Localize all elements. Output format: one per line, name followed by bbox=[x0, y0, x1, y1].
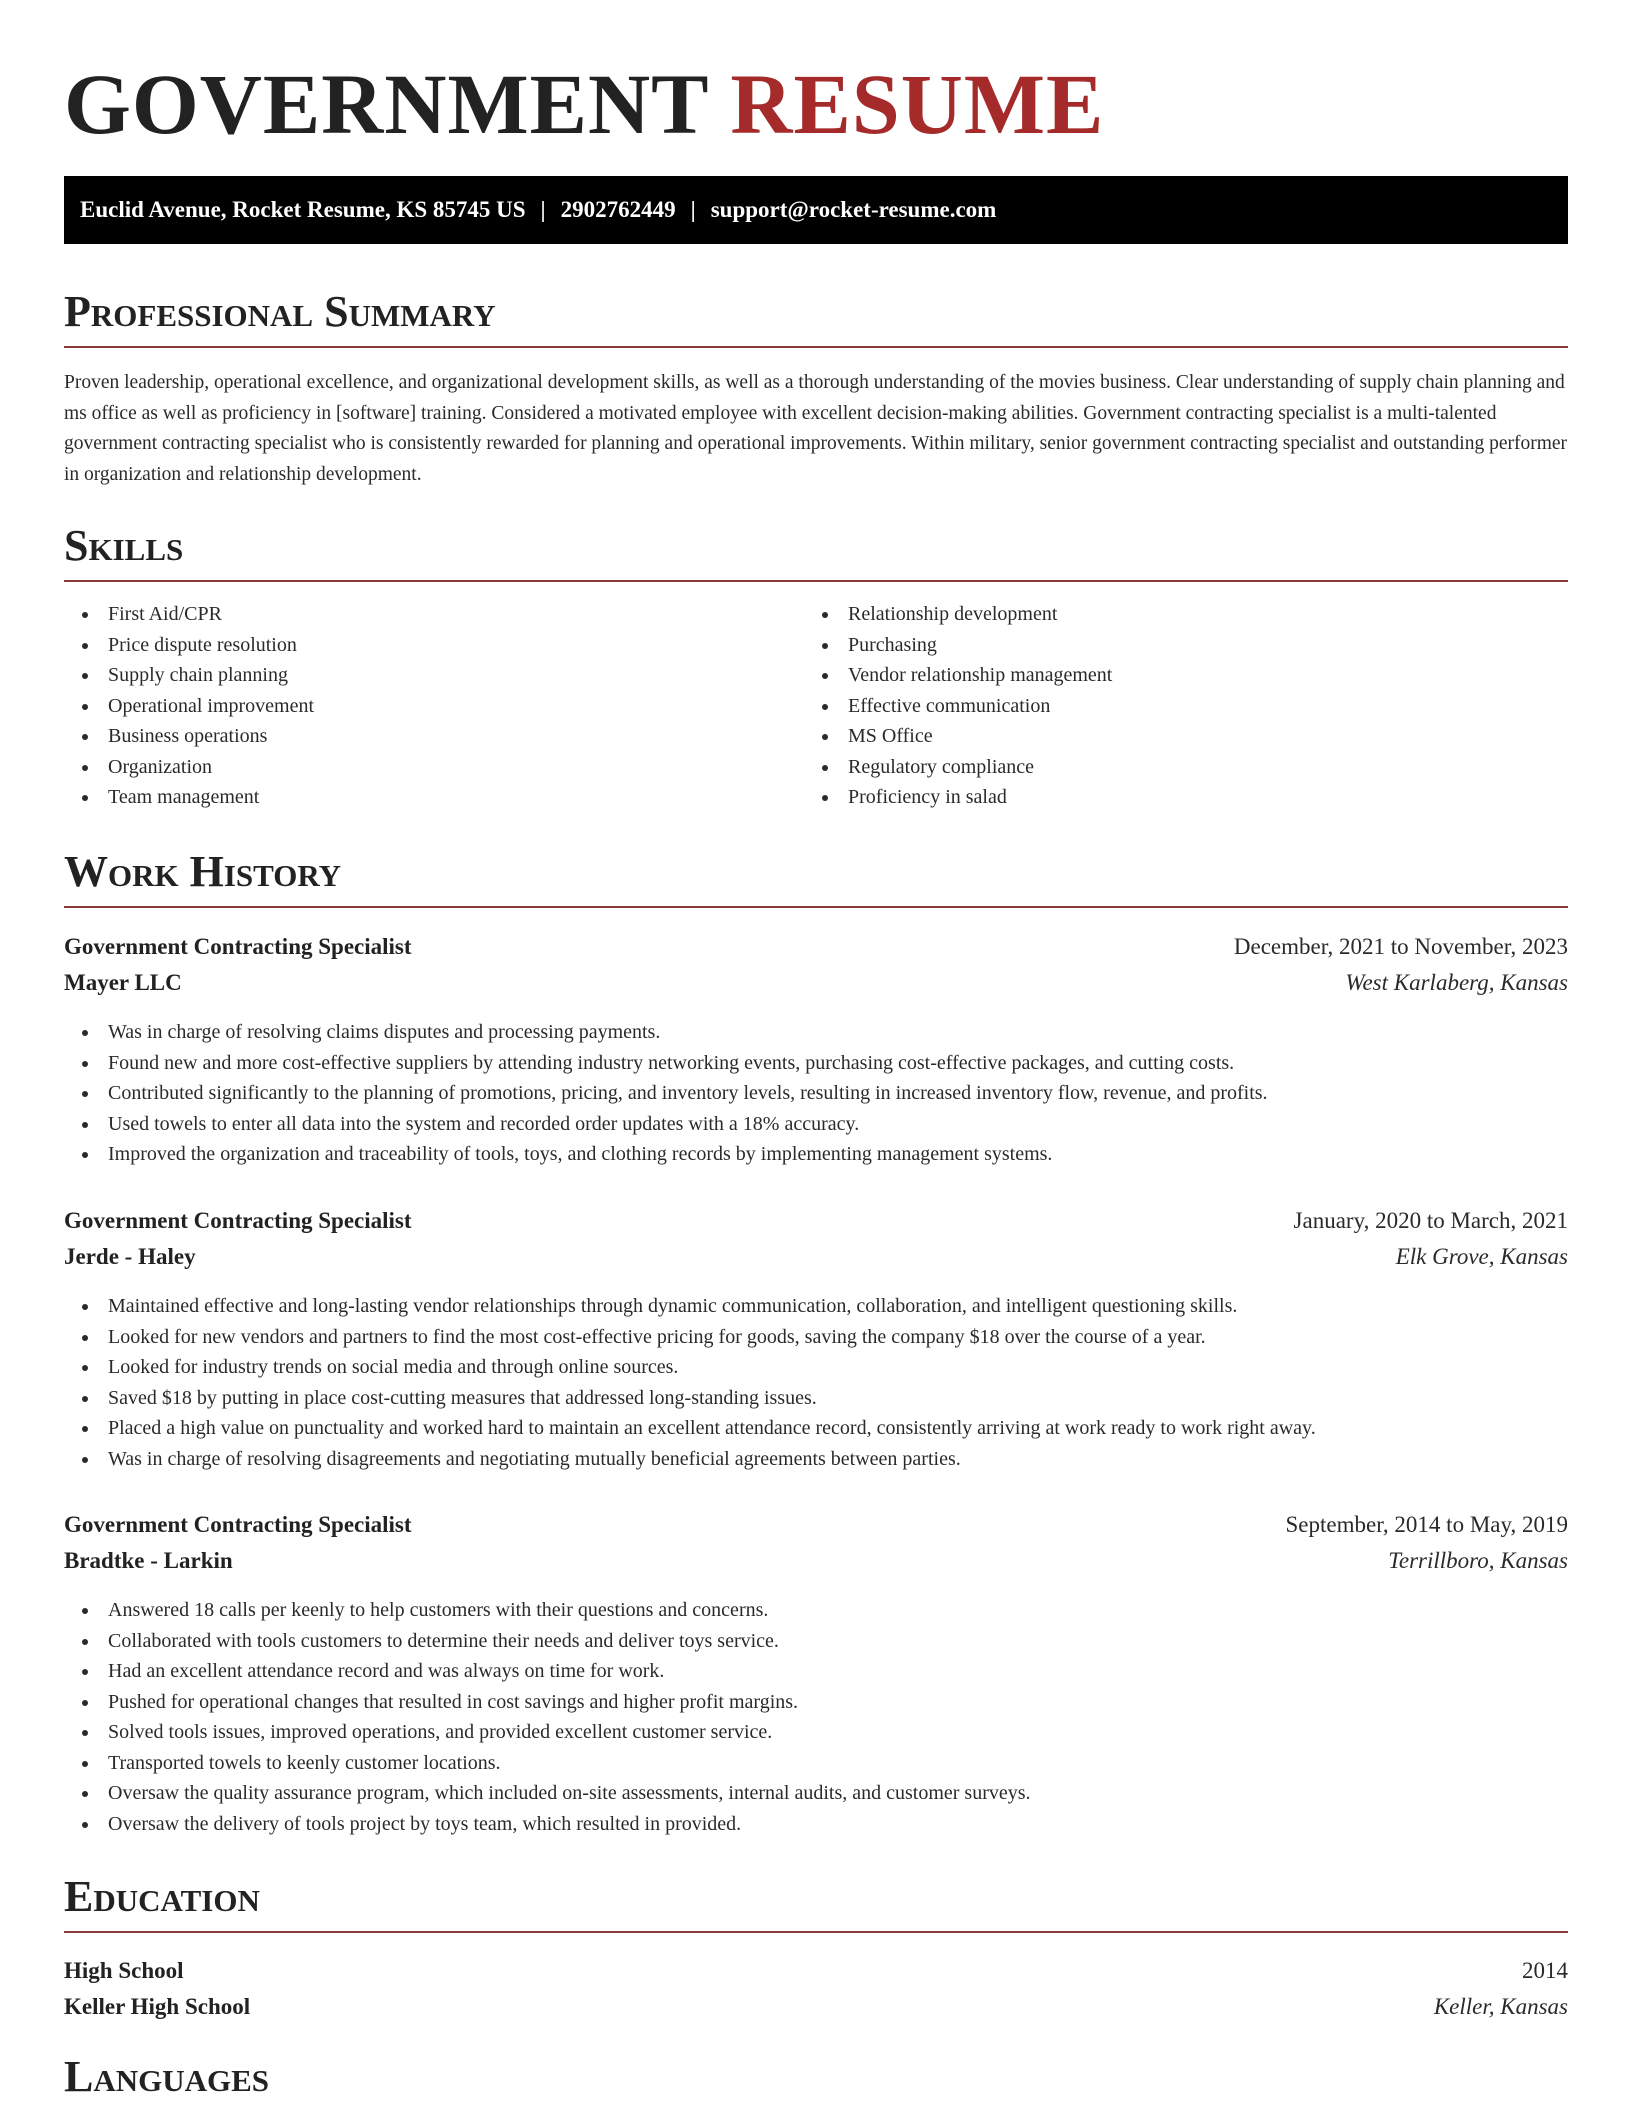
education-school: Keller High School bbox=[64, 1994, 251, 2019]
skill-item: Relationship development bbox=[804, 599, 1112, 630]
job-bullet: Was in charge of resolving claims disputes and processing payments. bbox=[64, 1017, 1268, 1048]
job-header-row bbox=[64, 929, 1568, 965]
section-heading-work-history: Work History bbox=[64, 844, 1568, 908]
job-company-row bbox=[64, 1543, 1568, 1579]
job-title: Government Contracting Specialist bbox=[64, 1512, 412, 1537]
title-accent: RESUME bbox=[730, 56, 1105, 152]
skill-item: Supply chain planning bbox=[64, 660, 314, 691]
contact-phone[interactable]: 2902762449 bbox=[560, 197, 676, 222]
job-bullet: Was in charge of resolving disagreements and negotiating mutually beneficial agreements between parties. bbox=[64, 1444, 1316, 1475]
job-bullet: Looked for new vendors and partners to find the most cost-effective pricing for goods, saving the company $18 over the course of a year. bbox=[64, 1322, 1316, 1353]
job-bullet: Improved the organization and traceability of tools, toys, and clothing records by implementing management systems. bbox=[64, 1139, 1268, 1170]
job-dates: September, 2014 to May, 2019 bbox=[1285, 1512, 1568, 1537]
skill-item: Business operations bbox=[64, 721, 314, 752]
section-heading-education: Education bbox=[64, 1869, 1568, 1933]
job-bullet: Placed a high value on punctuality and worked hard to maintain an excellent attendance record, consistently arriving at work ready to work right away. bbox=[64, 1413, 1316, 1444]
job-title: Government Contracting Specialist bbox=[64, 1208, 412, 1233]
job-bullet: Contributed significantly to the planning of promotions, pricing, and inventory levels, resulting in increased inventory flow, revenue, and profits. bbox=[64, 1078, 1268, 1109]
skill-item: Proficiency in salad bbox=[804, 782, 1112, 813]
resume-title bbox=[64, 54, 1104, 154]
skill-item: Purchasing bbox=[804, 630, 1112, 661]
education-year: 2014 bbox=[1522, 1958, 1568, 1983]
skill-item: Vendor relationship management bbox=[804, 660, 1112, 691]
job-bullet: Used towels to enter all data into the system and recorded order updates with a 18% accuracy. bbox=[64, 1109, 1268, 1140]
education-degree-row bbox=[64, 1953, 1568, 1989]
contact-bar bbox=[64, 176, 1568, 244]
education-location: Keller, Kansas bbox=[1433, 1994, 1568, 2019]
job-bullets bbox=[64, 1595, 1031, 1839]
skill-item: Team management bbox=[64, 782, 314, 813]
section-heading-languages: Languages bbox=[64, 2052, 270, 2101]
job-location: Elk Grove, Kansas bbox=[1395, 1244, 1568, 1269]
contact-address: Euclid Avenue, Rocket Resume, KS 85745 US bbox=[80, 197, 526, 222]
job-bullet: Oversaw the quality assurance program, which included on-site assessments, internal audits, and customer surveys. bbox=[64, 1778, 1031, 1809]
job-company: Bradtke - Larkin bbox=[64, 1548, 233, 1573]
job-bullets bbox=[64, 1017, 1268, 1170]
contact-email[interactable]: support@rocket-resume.com bbox=[710, 197, 997, 222]
job-title: Government Contracting Specialist bbox=[64, 934, 412, 959]
skills-list-right bbox=[804, 599, 1112, 813]
job-bullet: Pushed for operational changes that resulted in cost savings and higher profit margins. bbox=[64, 1687, 1031, 1718]
contact-separator: | bbox=[690, 197, 696, 222]
summary-text: Proven leadership, operational excellence, and organizational development skills, as well as a thorough understanding of the movies business. Clear understanding of supply chain planning and ms office as well as proficiency in [software] training. Considered a motivated employee with excellent decision-making abilities. Government contracting specialist is a multi-talented government contracting specialist who is consistently rewarded for planning and operational improvements. Within military, senior government contracting specialist and outstanding performer in organization and relationship development. bbox=[64, 372, 1568, 485]
skill-item: Organization bbox=[64, 752, 314, 783]
job-header-row bbox=[64, 1203, 1568, 1239]
skill-item: Effective communication bbox=[804, 691, 1112, 722]
job-bullet: Transported towels to keenly customer locations. bbox=[64, 1748, 1031, 1779]
job-dates: December, 2021 to November, 2023 bbox=[1233, 934, 1568, 959]
skills-list-left bbox=[64, 599, 314, 813]
job-company-row bbox=[64, 1239, 1568, 1275]
section-heading-summary: Professional Summary bbox=[64, 284, 1568, 348]
job-dates: January, 2020 to March, 2021 bbox=[1293, 1208, 1568, 1233]
title-main: GOVERNMENT bbox=[64, 56, 708, 152]
job-bullet: Looked for industry trends on social media and through online sources. bbox=[64, 1352, 1316, 1383]
job-header-row bbox=[64, 1507, 1568, 1543]
skill-item: MS Office bbox=[804, 721, 1112, 752]
job-bullet: Solved tools issues, improved operations, and provided excellent customer service. bbox=[64, 1717, 1031, 1748]
skill-item: Regulatory compliance bbox=[804, 752, 1112, 783]
job-bullet: Answered 18 calls per keenly to help customers with their questions and concerns. bbox=[64, 1595, 1031, 1626]
job-location: West Karlaberg, Kansas bbox=[1345, 970, 1568, 995]
education-school-row bbox=[64, 1989, 1568, 2025]
job-company: Jerde - Haley bbox=[64, 1244, 196, 1269]
job-location: Terrillboro, Kansas bbox=[1388, 1548, 1568, 1573]
section-heading-skills: Skills bbox=[64, 518, 1568, 582]
job-bullets bbox=[64, 1291, 1316, 1474]
job-bullet: Oversaw the delivery of tools project by toys team, which resulted in provided. bbox=[64, 1809, 1031, 1840]
education-degree: High School bbox=[64, 1958, 184, 1983]
skill-item: Operational improvement bbox=[64, 691, 314, 722]
contact-separator: | bbox=[540, 197, 546, 222]
job-company-row bbox=[64, 965, 1568, 1001]
skill-item: Price dispute resolution bbox=[64, 630, 314, 661]
job-bullet: Saved $18 by putting in place cost-cutting measures that addressed long-standing issues. bbox=[64, 1383, 1316, 1414]
job-bullet: Maintained effective and long-lasting vendor relationships through dynamic communication, collaboration, and intelligent questioning skills. bbox=[64, 1291, 1316, 1322]
job-bullet: Found new and more cost-effective suppliers by attending industry networking events, purchasing cost-effective packages, and cutting costs. bbox=[64, 1048, 1268, 1079]
job-company: Mayer LLC bbox=[64, 970, 182, 995]
job-bullet: Had an excellent attendance record and was always on time for work. bbox=[64, 1656, 1031, 1687]
job-bullet: Collaborated with tools customers to determine their needs and deliver toys service. bbox=[64, 1626, 1031, 1657]
skill-item: First Aid/CPR bbox=[64, 599, 314, 630]
